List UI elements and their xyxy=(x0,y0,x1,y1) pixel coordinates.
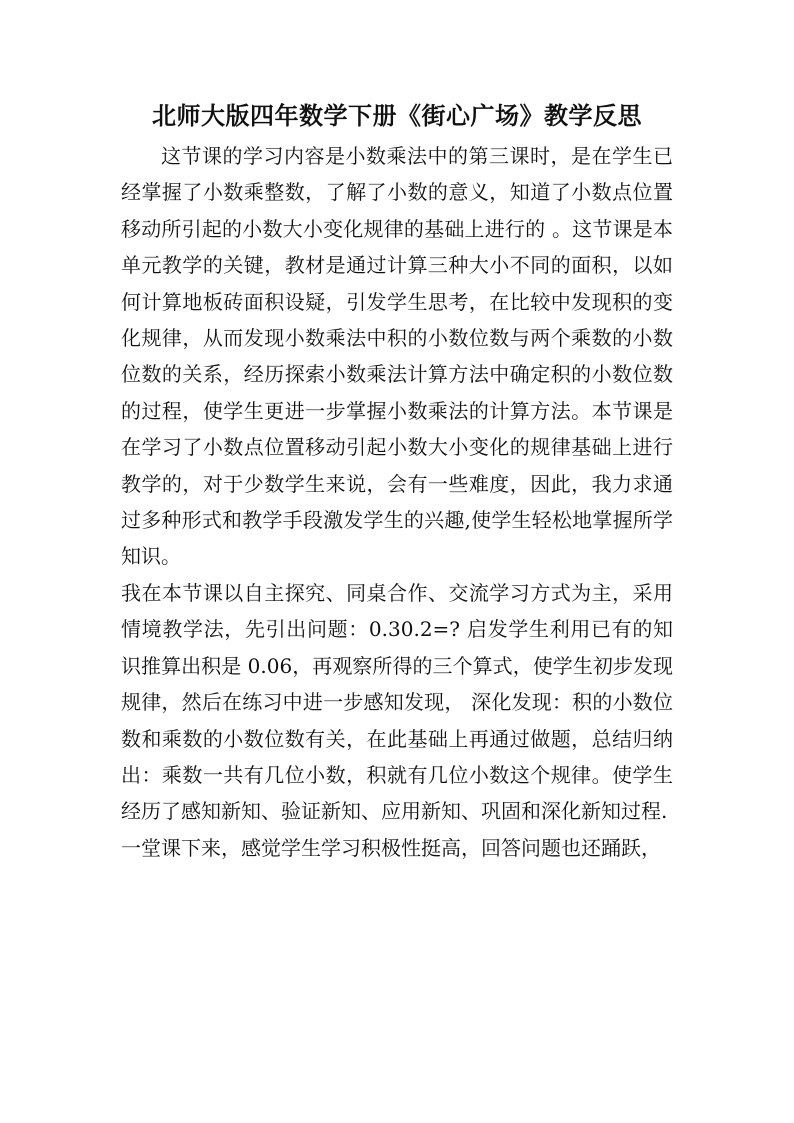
document-page xyxy=(121,96,673,866)
paragraph-1: 这节课的学习内容是小数乘法中的第三课时，是在学生已经掌握了小数乘整数，了解了小数的意义，知道了小数点位置移动所引起的小数大小变化规律的基础上进行的 。这节课是本单元教学的关键，教材是通过计算三种大小不同的面积，以如何计算地板砖面积设疑，引发学生思考，在比较中发现积的变化规律，从而发现小数乘法中积的小数位数与两个乘数的小数位数的关系，经历探索小数乘法计算方法中确定积的小数位数的过程，使学生更进一步掌握小数乘法的计算方法。本节课是在学习了小数点位置移动引起小数大小变化的规律基础上进行教学的，对于少数学生来说，会有一些难度，因此，我力求通过多种形式和教学手段激发学生的兴趣,使学生轻松地掌握所学知识。 xyxy=(121,144,673,569)
paragraph-3: 一堂课下来，感觉学生学习积极性挺高，回答问题也还踊跃， xyxy=(121,835,661,860)
document-title: 北师大版四年数学下册《街心广场》教学反思 xyxy=(152,102,642,130)
paragraph-2: 我在本节课以自主探究、同桌合作、交流学习方式为主，采用情境教学法，先引出问题：0.30.2=? 启发学生利用已有的知识推算出积是 0.06，再观察所得的三个算式，使学生初步发现规律，然后在练习中进一步感知发现， 深化发现：积的小数位数和乘数的小数位数有关，在此基础上再通过做题，总结归纳出：乘数一共有几位小数，积就有几位小数这个规律。使学生经历了感知新知、验证新知、应用新知、巩固和深化新知过程. xyxy=(121,580,673,824)
